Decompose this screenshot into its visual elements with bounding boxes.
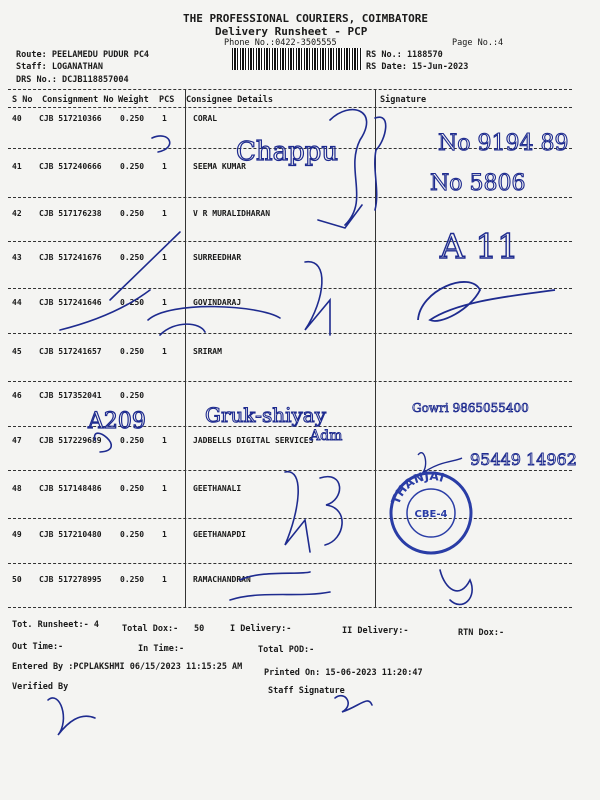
row-consignee: SURREEDHAR <box>193 253 242 262</box>
row-pcs: 1 <box>162 347 167 356</box>
row-weight: 0.250 <box>120 298 145 307</box>
page-number: Page No.:4 <box>452 38 504 48</box>
row-pcs: 1 <box>162 114 167 123</box>
row-consignee: SRIRAM <box>193 347 222 356</box>
row-consignee: JADBELLS DIGITAL SERVICES <box>193 436 314 445</box>
row-consignee: GEETHANAPDI <box>193 530 246 539</box>
rtn-dox: RTN Dox:- <box>458 628 505 638</box>
handwritten-note: Gruk-shiyay <box>205 403 327 427</box>
row-pcs: 1 <box>162 162 167 171</box>
row-consignee: GOVINDARAJ <box>193 298 242 307</box>
svg-text:THANJAI <box>388 470 446 506</box>
drs-number: DRS No.: DCJB118857004 <box>16 75 129 85</box>
row-consignment: CJB 517240666 <box>39 162 102 171</box>
col-consignee: Consignee Details <box>186 95 273 105</box>
row-pcs: 1 <box>162 530 167 539</box>
col-signature: Signature <box>380 95 427 105</box>
staff-signature-label: Staff Signature <box>268 686 345 696</box>
row-sno: 50 <box>12 575 22 584</box>
verified-by: Verified By <box>12 682 69 692</box>
row-sno: 48 <box>12 484 22 493</box>
out-time: Out Time:- <box>12 642 64 652</box>
row-pcs: 1 <box>162 484 167 493</box>
row-consignment: CJB 517148486 <box>39 484 102 493</box>
row-weight: 0.250 <box>120 436 145 445</box>
delivery-stamp <box>388 470 474 556</box>
rs-number: RS No.: 1188570 <box>366 50 443 60</box>
row-consignment: CJB 517229689 <box>39 436 102 445</box>
row-sno: 42 <box>12 209 22 218</box>
row-consignee: GEETHANALI <box>193 484 242 493</box>
col-consignment: Consignment No <box>42 95 114 105</box>
row-consignee: SEEMA KUMAR <box>193 162 246 171</box>
row-consignment: CJB 517241676 <box>39 253 102 262</box>
handwritten-note: Chappu <box>236 137 339 167</box>
row-weight: 0.250 <box>120 484 145 493</box>
entered-by: Entered By :PCPLAKSHMI 06/15/2023 11:15:25 AM <box>12 662 243 672</box>
col-weight: Weight <box>118 95 149 105</box>
row-consignee: RAMACHANDRAN <box>193 575 251 584</box>
row-weight: 0.250 <box>120 209 145 218</box>
total-dox-value: 50 <box>194 624 205 634</box>
row-sno: 41 <box>12 162 22 171</box>
col-sno: S No <box>12 95 33 105</box>
document-title: Delivery Runsheet - PCP <box>215 25 368 38</box>
row-consignment: CJB 517210366 <box>39 114 102 123</box>
row-weight: 0.250 <box>120 162 145 171</box>
row-consignment: CJB 517241646 <box>39 298 102 307</box>
ii-delivery: II Delivery:- <box>342 626 409 636</box>
row-weight: 0.250 <box>120 530 145 539</box>
row-pcs: 1 <box>162 575 167 584</box>
handwritten-note: Adm <box>310 428 343 444</box>
row-sno: 45 <box>12 347 22 356</box>
handwritten-note: A209 <box>88 409 146 434</box>
i-delivery: I Delivery:- <box>230 624 292 634</box>
row-sno: 49 <box>12 530 22 539</box>
row-pcs: 1 <box>162 209 167 218</box>
company-name: THE PROFESSIONAL COURIERS, COIMBATORE <box>183 12 429 25</box>
row-consignee: CORAL <box>193 114 218 123</box>
row-consignment: CJB 517176238 <box>39 209 102 218</box>
row-weight: 0.250 <box>120 114 145 123</box>
printed-on: Printed On: 15-06-2023 11:20:47 <box>264 668 423 678</box>
row-consignment: CJB 517241657 <box>39 347 102 356</box>
handwritten-note: No 9194 89 <box>438 131 569 156</box>
in-time: In Time:- <box>138 644 185 654</box>
phone-number: Phone No.:0422-3505555 <box>224 38 337 48</box>
row-weight: 0.250 <box>120 253 145 262</box>
handwritten-note: A 11 <box>440 227 519 267</box>
row-sno: 43 <box>12 253 22 262</box>
total-runsheet: Tot. Runsheet:- 4 <box>12 620 99 630</box>
rs-date: RS Date: 15-Jun-2023 <box>366 62 469 72</box>
row-pcs: 1 <box>162 298 167 307</box>
stamp-subtext: CBE-4 <box>414 509 448 520</box>
row-sno: 40 <box>12 114 22 123</box>
handwritten-note: 95449 14962 <box>470 450 577 469</box>
col-pcs: PCS <box>159 95 175 105</box>
row-sno: 47 <box>12 436 22 445</box>
staff-label: Staff: LOGANATHAN <box>16 62 103 72</box>
row-pcs: 1 <box>162 436 167 445</box>
row-weight: 0.250 <box>120 347 145 356</box>
row-sno: 46 <box>12 391 22 400</box>
total-dox-label: Total Dox:- <box>122 624 179 634</box>
row-sno: 44 <box>12 298 22 307</box>
route-label: Route: PEELAMEDU PUDUR PC4 <box>16 50 150 60</box>
handwritten-note: No 5806 <box>430 171 526 196</box>
row-consignment: CJB 517278995 <box>39 575 102 584</box>
handwritten-note: Gowri 9865055400 <box>412 401 529 415</box>
row-consignment: CJB 517210480 <box>39 530 102 539</box>
row-consignee: V R MURALIDHARAN <box>193 209 271 218</box>
stamp-text: THANJAI <box>388 470 447 507</box>
row-consignment: CJB 517352041 <box>39 391 102 400</box>
row-weight: 0.250 <box>120 575 145 584</box>
row-weight: 0.250 <box>120 391 145 400</box>
row-pcs: 1 <box>162 253 167 262</box>
total-pod: Total POD:- <box>258 645 315 655</box>
